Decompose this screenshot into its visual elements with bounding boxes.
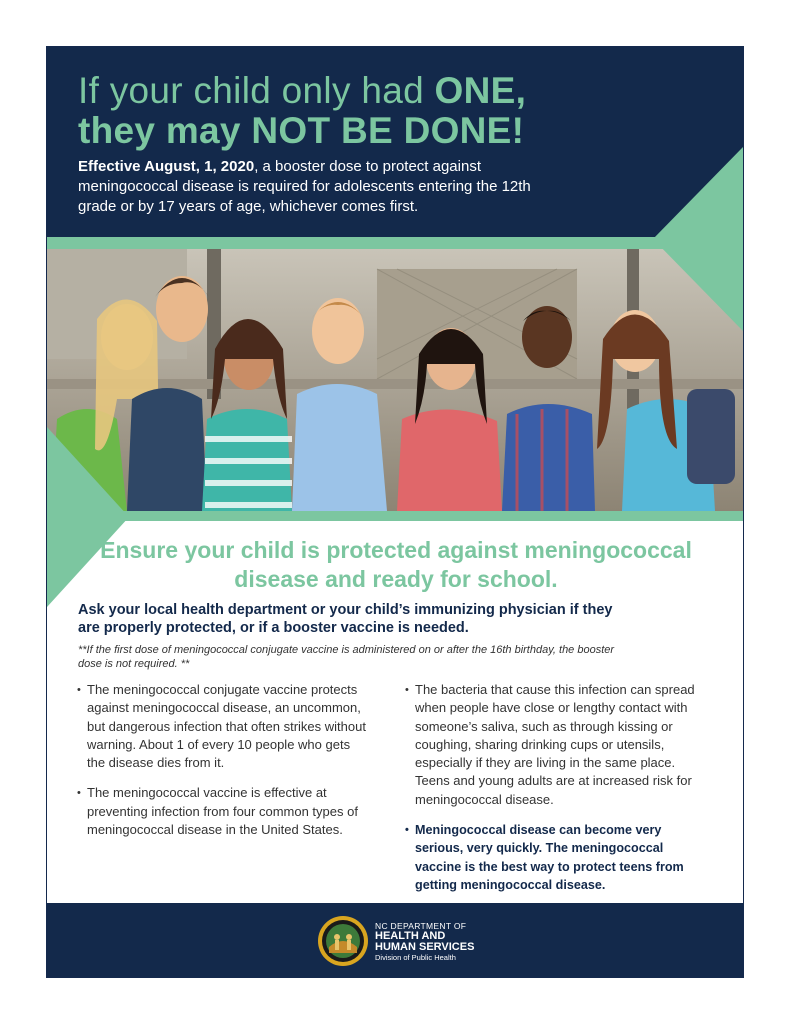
- students-photo-illustration: [47, 249, 744, 511]
- ask-text: Ask your local health department or your child’s immunizing physician if they are properly protected, or if a booster vaccine is needed.: [78, 602, 613, 636]
- headline-line2-bold: NOT BE DONE!: [251, 110, 525, 151]
- bullet-item-emphasis: • Meningococcal disease can become very serious, very quickly. The meningococcal vaccine is the best way to protect teens from getting meningococcal disease.: [405, 821, 695, 894]
- header-banner: [47, 47, 744, 237]
- teal-triangle-right: [653, 147, 743, 331]
- headline-line1-bold: ONE,: [434, 70, 527, 111]
- flyer: [46, 46, 744, 978]
- bullet-item: • The bacteria that cause this infection can spread when people have close or lengthy contact with someone’s saliva, such as through kissing or coughing, sharing drinking cups or utensils, especially if they are living in the same place. Teens and young adults are at increased risk for meningococcal disease.: [405, 681, 695, 809]
- students-photo: [47, 249, 744, 511]
- teal-band: [47, 511, 744, 521]
- dept-line4: Division of Public Health: [375, 953, 456, 962]
- bullet-item: • The meningococcal vaccine is effective at preventing infection from four common types of meningococcal disease in the United States.: [77, 784, 367, 839]
- headline-line2: they may: [78, 110, 252, 151]
- dept-line2: HEALTH AND: [375, 930, 446, 942]
- intro-rest: , a booster dose to protect against meningococcal disease is required for adolescents entering the 12th grade or by 17 years of age, whichever comes first.: [78, 158, 531, 215]
- dept-line3: HUMAN SERVICES: [375, 941, 475, 953]
- ncdhhs-logo: [317, 915, 517, 969]
- left-column: [77, 681, 367, 851]
- department-name: [375, 921, 474, 963]
- state-seal-icon: [317, 915, 369, 967]
- dept-line1: NC DEPARTMENT OF: [375, 921, 467, 931]
- teal-divider: [47, 237, 744, 249]
- headline: [78, 71, 526, 151]
- intro-date: Effective August, 1, 2020: [78, 158, 255, 175]
- bullet-item: • The meningococcal conjugate vaccine protects against meningococcal disease, an uncommon, but dangerous infection that often strikes without warning. About 1 of every 10 people who gets the disease dies from it.: [77, 681, 367, 772]
- right-column: [405, 681, 695, 906]
- footer-banner: [47, 903, 744, 978]
- headline-line1: If your child only had: [78, 70, 435, 111]
- section-title: Ensure your child is protected against meningococcal disease and ready for school.: [100, 537, 692, 592]
- intro-text: [78, 157, 548, 217]
- booster-note: **If the first dose of meningococcal conjugate vaccine is administered on or after the 16th birthday, the booster dose is not required. **: [78, 644, 615, 670]
